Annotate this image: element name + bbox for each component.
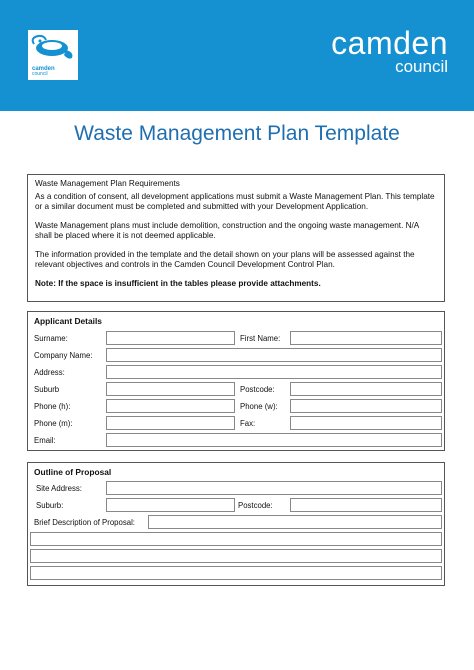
requirements-paragraph-1: As a condition of consent, all development applications must submit a Waste Management Plan. This template or a similar document must be completed and submitted with your Development Application.: [35, 191, 435, 211]
address-field[interactable]: [106, 365, 442, 379]
outline-of-proposal-section: [27, 462, 445, 586]
site-address-label: Site Address:: [36, 484, 82, 493]
logo-text-council: council: [32, 71, 48, 77]
company-name-label: Company Name:: [34, 351, 93, 360]
proposal-heading: Outline of Proposal: [34, 467, 112, 477]
applicant-heading: Applicant Details: [34, 316, 102, 326]
first-name-label: First Name:: [240, 334, 281, 343]
requirements-paragraph-3: The information provided in the template and the detail shown on your plans will be assessed against the relevant objectives and controls in the Camden Council Development Control Plan.: [35, 249, 415, 269]
company-name-field[interactable]: [106, 348, 442, 362]
brand-camden: camden: [331, 25, 448, 61]
email-field[interactable]: [106, 433, 442, 447]
requirements-box: [27, 174, 445, 302]
phone-w-field[interactable]: [290, 399, 442, 413]
postcode-label: Postcode:: [240, 385, 275, 394]
requirements-paragraph-2: Waste Management plans must include demolition, construction and the ongoing waste management. N/A shall be placed where it is not deemed applicable.: [35, 220, 419, 240]
phone-h-label: Phone (h):: [34, 402, 71, 411]
surname-field[interactable]: [106, 331, 235, 345]
proposal-postcode-field[interactable]: [290, 498, 442, 512]
fax-field[interactable]: [290, 416, 442, 430]
description-line[interactable]: [30, 532, 442, 546]
site-address-field[interactable]: [106, 481, 442, 495]
first-name-field[interactable]: [290, 331, 442, 345]
applicant-details-section: [27, 311, 445, 451]
proposal-suburb-field[interactable]: [106, 498, 235, 512]
logo-text-camden: camden: [32, 66, 55, 72]
page-title: Waste Management Plan Template: [74, 122, 400, 145]
surname-label: Surname:: [34, 334, 68, 343]
phone-h-field[interactable]: [106, 399, 235, 413]
proposal-suburb-label: Suburb:: [36, 501, 64, 510]
fax-label: Fax:: [240, 419, 256, 428]
brand-council: council: [395, 57, 448, 76]
description-field[interactable]: [148, 515, 442, 529]
requirements-note: Note: If the space is insufficient in the tables please provide attachments.: [35, 278, 321, 288]
platypus-logo-icon: [28, 30, 78, 66]
phone-m-label: Phone (m):: [34, 419, 73, 428]
postcode-field[interactable]: [290, 382, 442, 396]
requirements-heading: Waste Management Plan Requirements: [35, 179, 180, 188]
suburb-label: Suburb: [34, 385, 60, 394]
council-logo: [28, 30, 78, 80]
header-banner: [0, 0, 474, 111]
description-line[interactable]: [30, 566, 442, 580]
phone-w-label: Phone (w):: [240, 402, 278, 411]
address-label: Address:: [34, 368, 65, 377]
proposal-postcode-label: Postcode:: [238, 501, 273, 510]
description-line[interactable]: [30, 549, 442, 563]
phone-m-field[interactable]: [106, 416, 235, 430]
description-label: Brief Description of Proposal:: [34, 518, 135, 527]
email-label: Email:: [34, 436, 56, 445]
suburb-field[interactable]: [106, 382, 235, 396]
